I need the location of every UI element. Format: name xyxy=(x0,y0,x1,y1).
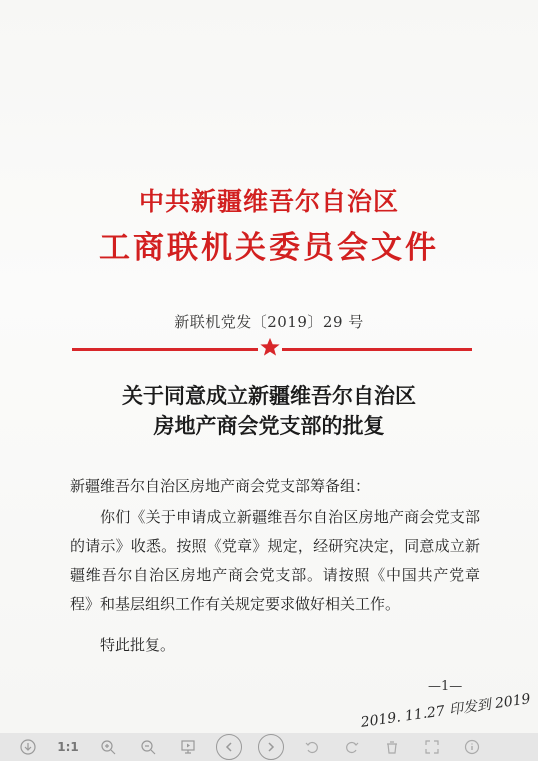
header-issuer: 中共新疆维吾尔自治区 xyxy=(138,187,399,216)
delete-icon[interactable] xyxy=(380,735,404,759)
zoom-in-icon[interactable] xyxy=(96,735,120,759)
handwritten-note: 2019. 11.27 印发到 2019 xyxy=(359,691,532,731)
document-title-line1: 关于同意成立新疆维吾尔自治区 xyxy=(122,383,416,408)
rotate-left-icon[interactable] xyxy=(300,735,324,759)
actual-size-button[interactable] xyxy=(56,735,80,759)
closing: 特此批复。 xyxy=(100,636,176,654)
prev-icon[interactable] xyxy=(216,734,242,760)
salutation: 新疆维吾尔自治区房地产商会党支部筹备组： xyxy=(70,477,371,495)
info-icon[interactable] xyxy=(460,735,484,759)
header-document-type: 工商联机关委员会文件 xyxy=(99,230,439,266)
slideshow-icon[interactable] xyxy=(176,735,200,759)
page-number: —1— xyxy=(428,679,463,694)
body-paragraph: 你们《关于申请成立新疆维吾尔自治区房地产商会党支部的请示》收悉。按照《党章》规定，经研究决定，同意成立新疆维吾尔自治区房地产商会党支部。请按照《中国共产党章程》和基层组织工作有关规定要求做好相关工作。 xyxy=(70,508,480,613)
document-number: 新联机党发〔2019〕29 号 xyxy=(174,313,364,331)
document-title-line2: 房地产商会党支部的批复 xyxy=(153,413,385,438)
zoom-out-icon[interactable] xyxy=(136,735,160,759)
next-icon[interactable] xyxy=(258,734,284,760)
red-rule-right xyxy=(282,348,472,351)
actual-size-icon: 1:1 xyxy=(57,740,79,754)
viewer-toolbar xyxy=(0,733,538,761)
red-rule-left xyxy=(72,348,258,351)
download-icon[interactable] xyxy=(16,735,40,759)
rotate-right-icon[interactable] xyxy=(340,735,364,759)
fullscreen-icon[interactable] xyxy=(420,735,444,759)
red-star-icon xyxy=(259,336,281,358)
